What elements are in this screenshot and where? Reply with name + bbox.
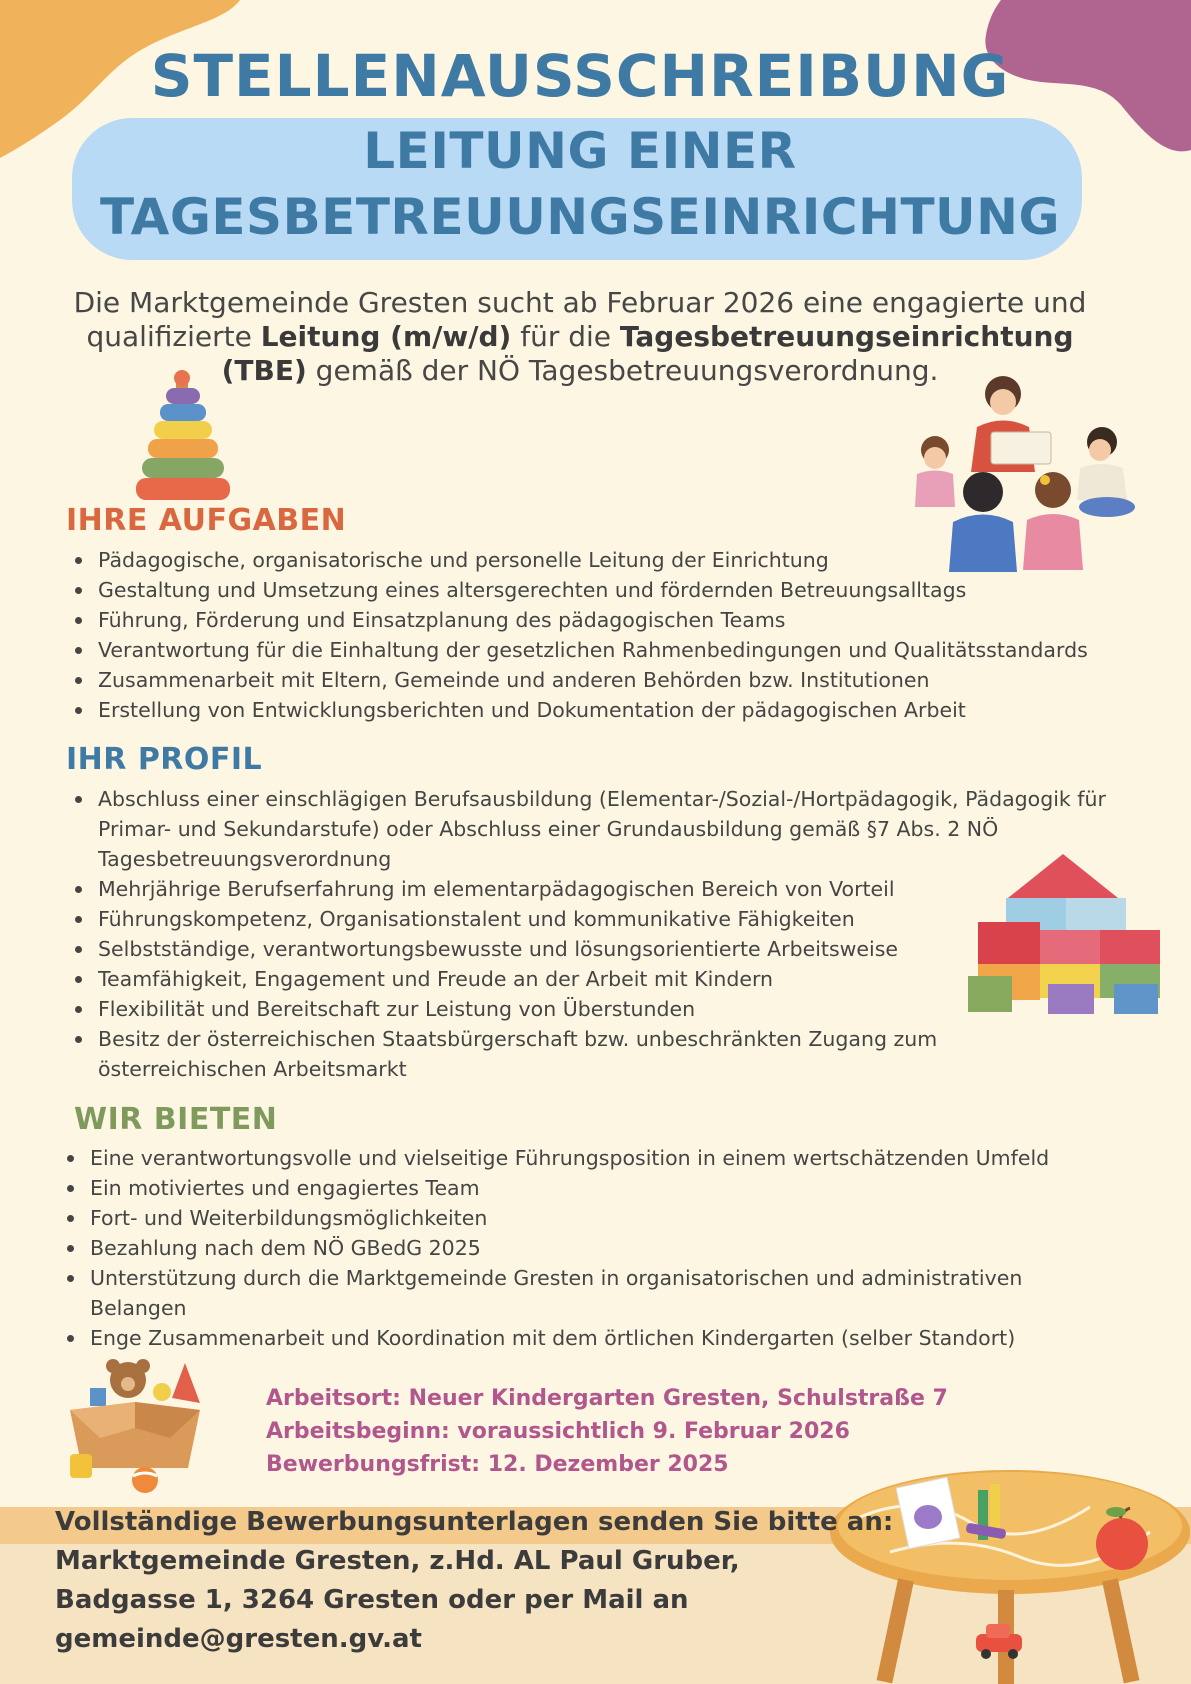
profil-list — [68, 784, 1108, 1084]
list-item: Gestaltung und Umsetzung eines altersgerechten und fördernden Betreuungsalltags — [68, 575, 1128, 605]
list-item: Pädagogische, organisatorische und personelle Leitung der Einrichtung — [68, 545, 1128, 575]
page-title: STELLENAUSSCHREIBUNG — [150, 42, 1010, 110]
list-item: Zusammenarbeit mit Eltern, Gemeinde und anderen Behörden bzw. Institutionen — [68, 665, 1128, 695]
intro-text-2: für die — [511, 320, 620, 353]
list-item: Enge Zusammenarbeit und Koordination mit dem örtlichen Kindergarten (selber Standort) — [60, 1323, 1120, 1353]
contact-email-link[interactable]: gemeinde@gresten.gv.at — [55, 1624, 422, 1654]
contact-intro-text: Vollständige Bewerbungsunterlagen senden Sie bitte an: — [55, 1507, 894, 1537]
contact-address-line-2: Badgasse 1, 3264 Gresten oder per Mail an — [55, 1585, 689, 1615]
list-item: Bezahlung nach dem NÖ GBedG 2025 — [60, 1233, 1120, 1263]
list-item: Unterstützung durch die Marktgemeinde Gresten in organisatorischen und administrativen Belangen — [60, 1263, 1120, 1323]
contact-address-line-1: Marktgemeinde Gresten, z.Hd. AL Paul Gruber, — [55, 1546, 740, 1576]
toy-blocks-illustration — [968, 850, 1168, 1015]
list-item: Ein motiviertes und engagiertes Team — [60, 1173, 1120, 1203]
list-item: Teamfähigkeit, Engagement und Freude an der Arbeit mit Kindern — [68, 964, 1108, 994]
list-item: Verantwortung für die Einhaltung der gesetzlichen Rahmenbedingungen und Qualitätsstandards — [68, 635, 1128, 665]
subtitle-line-1: LEITUNG EINER — [363, 122, 797, 180]
list-item: Führung, Förderung und Einsatzplanung des pädagogischen Teams — [68, 605, 1128, 635]
list-item: Mehrjährige Berufserfahrung im elementarpädagogischen Bereich von Vorteil — [68, 874, 1108, 904]
intro-bold-tbe: Tagesbetreuungseinrichtung (TBE) — [221, 320, 1074, 387]
intro-text-3: gemäß der NÖ Tagesbetreuungsverordnung. — [306, 354, 939, 387]
arbeitsbeginn-text: Arbeitsbeginn: voraussichtlich 9. Februar 2026 — [266, 1419, 850, 1444]
aufgaben-list — [68, 545, 1128, 725]
list-item: Eine verantwortungsvolle und vielseitige Führungsposition in einem wertschätzenden Umfeld — [60, 1143, 1120, 1173]
list-item: Selbstständige, verantwortungsbewusste und lösungsorientierte Arbeitsweise — [68, 934, 1108, 964]
list-item: Erstellung von Entwicklungsberichten und Dokumentation der pädagogischen Arbeit — [68, 695, 1128, 725]
contact-block — [55, 1503, 893, 1659]
subtitle-line-2: TAGESBETREUUNGSEINRICHTUNG — [99, 188, 1061, 246]
section-heading-profil: IHR PROFIL — [66, 742, 263, 777]
bewerbungsfrist-text: Bewerbungsfrist: 12. Dezember 2025 — [266, 1452, 729, 1477]
intro-text-1: Die Marktgemeinde Gresten sucht ab Februar 2026 eine engagierte und qualifizierte — [73, 286, 1087, 353]
list-item: Führungskompetenz, Organisationstalent und kommunikative Fähigkeiten — [68, 904, 1108, 934]
list-item: Fort- und Weiterbildungsmöglichkeiten — [60, 1203, 1120, 1233]
list-item: Besitz der österreichischen Staatsbürgerschaft bzw. unbeschränkten Zugang zum österreichischen Arbeitsmarkt — [68, 1024, 998, 1084]
toy-box-illustration — [60, 1358, 210, 1498]
section-heading-aufgaben: IHRE AUFGABEN — [66, 503, 347, 538]
list-item: Abschluss einer einschlägigen Berufsausbildung (Elementar-/Sozial-/Hortpädagogik, Pädagogik für Primar- und Sekundarstufe) oder Abschluss einer Grundausbildung gemäß §7 Abs. 2 NÖ Tagesbetreuungsverordnung — [68, 784, 1108, 874]
bieten-list — [60, 1143, 1120, 1353]
arbeitsort-text: Arbeitsort: Neuer Kindergarten Gresten, Schulstraße 7 — [266, 1386, 948, 1411]
stacking-rings-toy-illustration — [130, 370, 230, 505]
list-item: Flexibilität und Bereitschaft zur Leistung von Überstunden — [68, 994, 1108, 1024]
intro-bold-leitung: Leitung (m/w/d) — [260, 320, 512, 353]
section-heading-bieten: WIR BIETEN — [74, 1102, 278, 1137]
